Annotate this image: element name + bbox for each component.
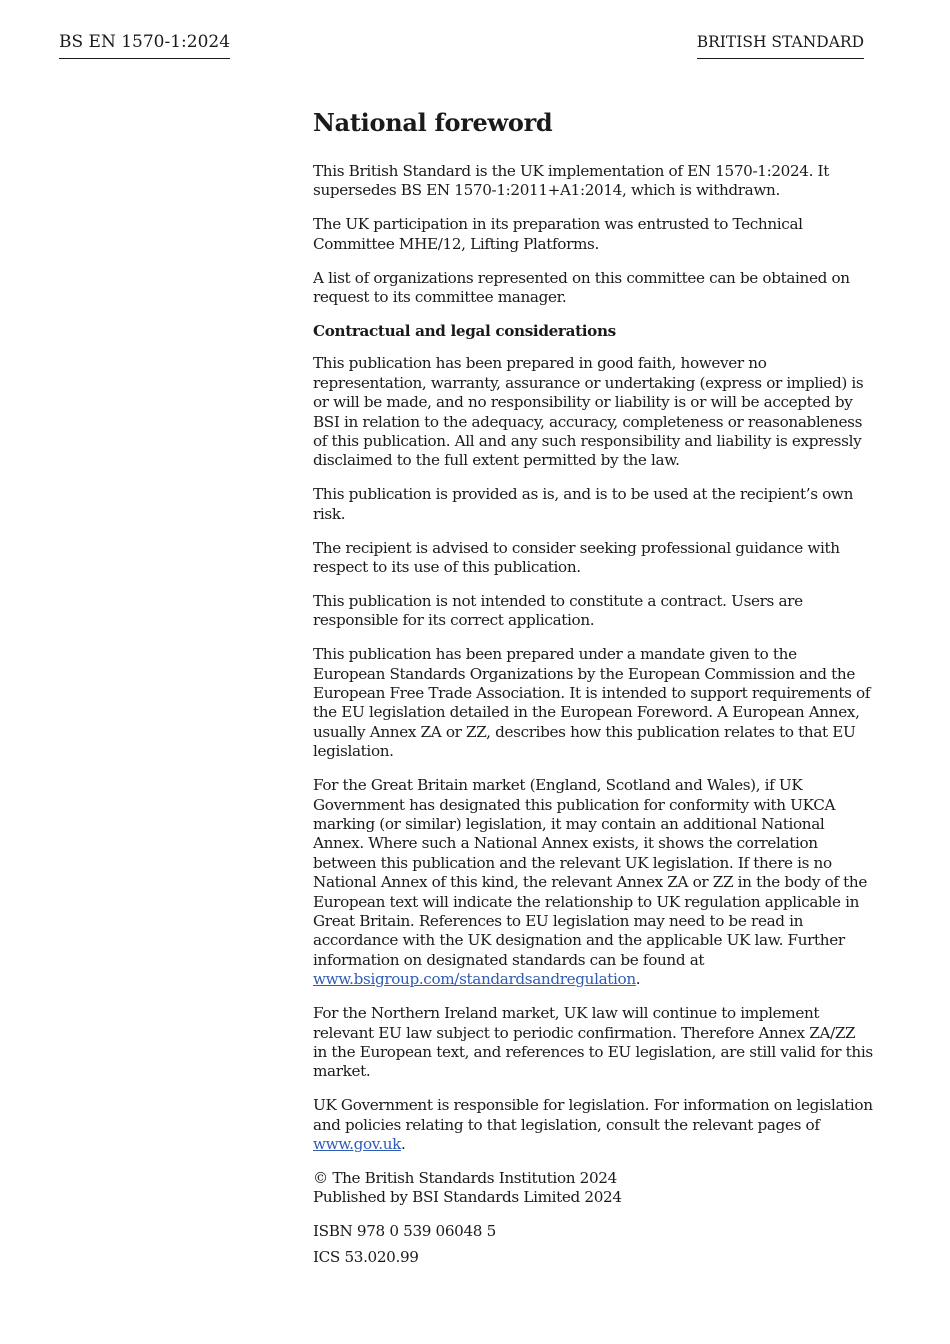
great-britain-text: For the Great Britain market (England, Scotland and Wales), if UK Government has designated this publication for conformity with UKCA marking (or similar) legislation, it may contain an additional National Annex. Where such a National Annex exists, it shows the correlation between this publication and the relevant UK legislation. If there is no National Annex of this kind, the relevant Annex ZA or ZZ in the body of the European text will indicate the relationship to UK regulation applicable in Great Britain. References to EU legislation may need to be read in accordance with the UK designation and the applicable UK law. Further information on designated standards can be found at	[313, 776, 867, 969]
ics-line: ICS 53.020.99	[313, 1247, 419, 1266]
not-a-contract-paragraph: This publication is not intended to constitute a contract. Users are responsible for its correct application.	[313, 591, 803, 630]
legal-considerations-heading: Contractual and legal considerations	[313, 321, 616, 340]
implementation-paragraph: This British Standard is the UK implementation of EN 1570-1:2024. It supersedes BS EN 1570-1:2011+A1:2014, which is withdrawn.	[313, 162, 829, 200]
document-number: BS EN 1570-1:2024	[59, 32, 230, 59]
standard-series-label: BRITISH STANDARD	[697, 32, 864, 59]
great-britain-market-paragraph	[313, 776, 873, 989]
gov-uk-link[interactable]: www.gov.uk	[313, 1135, 401, 1154]
national-foreword-section	[313, 108, 873, 1282]
committee-paragraph: The UK participation in its preparation was entrusted to Technical Committee MHE/12, Lifting Platforms.	[313, 215, 803, 253]
bsigroup-standards-link[interactable]: www.bsigroup.com/standardsandregulation	[313, 970, 636, 989]
great-britain-period: .	[635, 970, 641, 989]
uk-government-period: .	[400, 1135, 406, 1154]
isbn-line: ISBN 978 0 539 06048 5	[313, 1222, 496, 1241]
copyright-block	[313, 1169, 873, 1208]
northern-ireland-paragraph: For the Northern Ireland market, UK law will continue to implement relevant EU law subject to periodic confirmation. Therefore Annex ZA/ZZ in the European text, and references to EU legislation, are still valid for this market.	[313, 1004, 873, 1081]
page-title: National foreword	[313, 108, 553, 137]
good-faith-paragraph: This publication has been prepared in good faith, however no representation, warranty, assurance or undertaking (express or implied) is or will be made, and no responsibility or liability is or will be accepted by BSI in relation to the adequacy, accuracy, completeness or reasonableness of this publication. All and any such responsibility and liability is expressly disclaimed to the full extent permitted by the law.	[313, 354, 864, 470]
organizations-paragraph: A list of organizations represented on this committee can be obtained on request to its committee manager.	[313, 268, 850, 307]
mandate-paragraph: This publication has been prepared under a mandate given to the European Standards Organizations by the European Commission and the European Free Trade Association. It is intended to support requirements of the EU legislation detailed in the European Foreword. A European Annex, usually Annex ZA or ZZ, describes how this publication relates to that EU legislation.	[313, 645, 871, 761]
copyright-line: © The British Standards Institution 2024	[313, 1168, 617, 1187]
uk-government-text: UK Government is responsible for legislation. For information on legislation and policies relating to that legislation, consult the relevant pages of	[313, 1096, 873, 1134]
uk-government-paragraph	[313, 1096, 873, 1154]
own-risk-paragraph: This publication is provided as is, and is to be used at the recipient’s own risk.	[313, 485, 854, 523]
publisher-line: Published by BSI Standards Limited 2024	[313, 1188, 622, 1207]
professional-guidance-paragraph: The recipient is advised to consider seeking professional guidance with respect to its use of this publication.	[313, 538, 840, 576]
